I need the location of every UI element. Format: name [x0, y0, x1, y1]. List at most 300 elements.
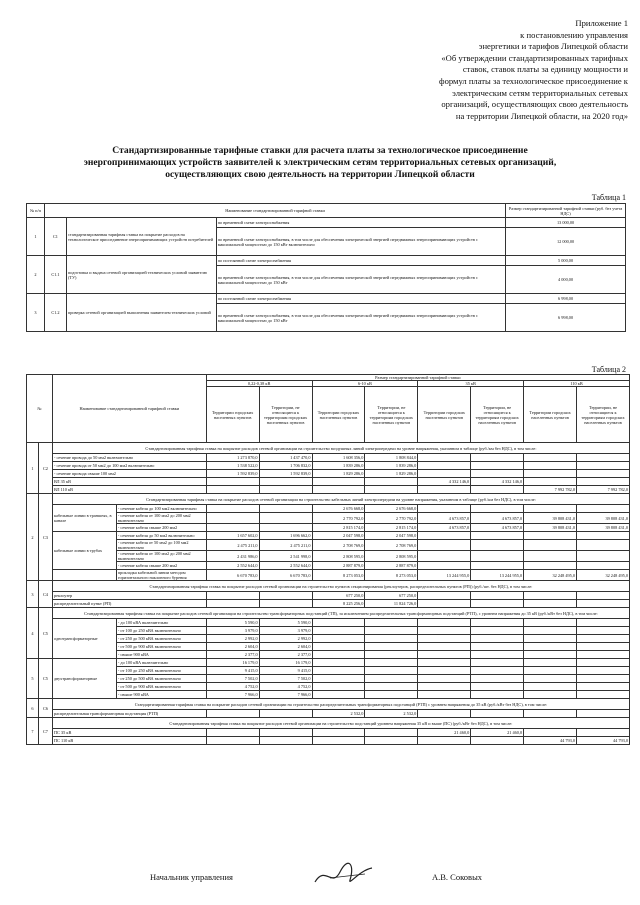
t2-row-name: - сечение провода от 50 мм2 до 100 мм2 включительно: [52, 462, 206, 470]
t2-value: [259, 592, 312, 600]
t2-value: [471, 643, 524, 651]
t2-row: [27, 600, 630, 608]
t2-value: 16 179,0: [206, 659, 259, 667]
t2-section-title-row: [27, 699, 630, 710]
t2-row-name: - сечение кабеля от 100 мм2 до 200 мм2 включительно: [116, 513, 206, 524]
t2-value: [312, 737, 365, 745]
t2-value: [312, 659, 365, 667]
t2-value: 2 377,0: [259, 651, 312, 659]
t2-value: [577, 454, 630, 462]
t2-section-title-row: [27, 608, 630, 619]
t1-row: [27, 294, 626, 304]
t2-value: 21 460,0: [418, 729, 471, 737]
t2-value: 7 992 782,0: [577, 486, 630, 494]
t2-value: [365, 683, 418, 691]
t2-value: [259, 524, 312, 532]
t2-row: [27, 478, 630, 486]
t2-value: 1 829 286,0: [365, 470, 418, 478]
t2-value: [471, 486, 524, 494]
t2-value: 4 752,0: [259, 683, 312, 691]
t2-value: 2 770 792,0: [312, 513, 365, 524]
t2-value: [524, 478, 577, 486]
t2-value: [524, 619, 577, 627]
t2-value: [471, 659, 524, 667]
t2-level: 6-10 кВ: [312, 381, 418, 387]
t2-code: C2: [38, 443, 52, 494]
t2-value: [312, 627, 365, 635]
t2-value: 2 815 174,0: [312, 524, 365, 532]
t2-row: [27, 470, 630, 478]
t2-value: 1 808 844,0: [365, 454, 418, 462]
t2-value: [206, 737, 259, 745]
t2-level: 0,22-0,38 кВ: [206, 381, 312, 387]
t2-value: 39 808 431,0: [524, 513, 577, 524]
t2-value: [312, 643, 365, 651]
t2-value: [418, 659, 471, 667]
t2-value: 1 706 832,0: [259, 462, 312, 470]
t2-value: 2 532,0: [365, 710, 418, 718]
t2-value: 13 244 955,0: [418, 570, 471, 581]
t2-value: 2 475 211,0: [259, 540, 312, 551]
t2-row-name: - от 500 до 900 кВА включительно: [116, 683, 206, 691]
t1-code: C1.1: [44, 256, 66, 294]
t2-value: [312, 675, 365, 683]
t2-num: 1: [27, 443, 39, 494]
t2-value: 2 431 986,0: [206, 551, 259, 562]
t2-row: [27, 627, 630, 635]
t2-value: [524, 551, 577, 562]
t2-group-label: двухтрансформаторные: [52, 659, 116, 699]
t2-value: [259, 710, 312, 718]
t2-row: [27, 486, 630, 494]
t2-value: [365, 478, 418, 486]
t2-value: [577, 470, 630, 478]
t2-row: [27, 667, 630, 675]
t2-value: [524, 600, 577, 608]
t2-row-name: - сечение кабеля от 100 мм2 до 200 мм2 включительно: [116, 551, 206, 562]
t2-value: 11 824 726,0: [365, 600, 418, 608]
t2-value: [365, 659, 418, 667]
t2-value: 2 552 644,0: [206, 562, 259, 570]
t1-value: 6 998,00: [506, 304, 626, 332]
t2-value: 2 047 598,0: [365, 532, 418, 540]
t2-value: [259, 600, 312, 608]
t2-value: 32 248 495,0: [524, 570, 577, 581]
t2-value: 13 244 955,0: [471, 570, 524, 581]
header-line: на территории Липецкой области, на 2020 год»: [455, 110, 628, 121]
t2-row: [27, 683, 630, 691]
t2-value: [577, 729, 630, 737]
t1-col-name: Наименование стандартизированной тарифной ставки: [44, 204, 505, 218]
t2-value: [577, 592, 630, 600]
t2-section-title-row: [27, 718, 630, 729]
t2-code: C3: [38, 494, 52, 581]
t2-subcol: Территории, не относящиеся к территориям городских населенных пунктов: [471, 387, 524, 443]
t2-value: 8 273 053,0: [312, 570, 365, 581]
t2-row: [27, 540, 630, 551]
t1-value: 4 000,00: [506, 266, 626, 294]
t2-value: [418, 562, 471, 570]
t2-value: [524, 532, 577, 540]
t2-value: [577, 532, 630, 540]
t2-value: 7 966,0: [259, 691, 312, 699]
t2-group-label: кабельные линии в трубах: [52, 532, 116, 570]
t2-row: [27, 659, 630, 667]
t2-value: [312, 635, 365, 643]
t2-level: 35 кВ: [418, 381, 524, 387]
t2-value: [524, 562, 577, 570]
table2-caption: Таблица 2: [591, 365, 626, 374]
t2-value: 4 673 857,0: [418, 513, 471, 524]
t2-row-name: - сечение кабеля от 50 мм2 до 100 мм2 включительно: [116, 540, 206, 551]
header-line: энергетики и тарифов Липецкой области: [478, 41, 628, 52]
t2-value: [471, 619, 524, 627]
t2-value: [418, 635, 471, 643]
t2-row: [27, 551, 630, 562]
t2-row: [27, 562, 630, 570]
t2-code: C6: [38, 699, 52, 718]
t2-value: [365, 635, 418, 643]
title-line: энергопринимающих устройств заявителей к электрическим сетям территориальных сетевых организаций,: [83, 157, 557, 168]
t2-value: 2 475 211,0: [206, 540, 259, 551]
t2-value: 2 676 668,0: [312, 505, 365, 513]
t2-value: 1 839 286,0: [312, 462, 365, 470]
t2-row-name: распределительная трансформаторная подстанция (РТП): [52, 710, 206, 718]
t2-group-label: кабельные линии в траншеях, в канале: [52, 505, 116, 532]
t2-row: [27, 532, 630, 540]
t2-value: 32 248 495,0: [577, 570, 630, 581]
t2-value: 2 770 792,0: [365, 513, 418, 524]
t2-row-name: ВЛ 110 кВ: [52, 486, 206, 494]
t2-value: 2 604,0: [259, 643, 312, 651]
t2-value: [418, 470, 471, 478]
t2-section-title: Стандартизированная тарифная ставка на покрытие расходов сетевой организации на строительство распределительных трансформаторных подстанций (РТП) с уровнем напряжения до 35 кВ (руб./кВт без НДС), в том числе:: [52, 699, 629, 710]
t2-row: [27, 570, 630, 581]
t2-row: [27, 524, 630, 532]
t2-value: [577, 627, 630, 635]
t2-value: [418, 505, 471, 513]
t2-code: C5: [38, 608, 52, 659]
t2-value: 2 377,0: [206, 651, 259, 659]
t2-value: [471, 540, 524, 551]
header-line: ставок, ставок платы за единицу мощности и: [462, 64, 628, 75]
t1-sub: по временной схеме электроснабжения, в том числе для обеспечения электрической энергией передвижных энергопринимающих устройств с максимальной мощностью до 150 кВт: [216, 266, 505, 294]
t2-row-name: реклоузер: [52, 592, 206, 600]
t2-value: [259, 513, 312, 524]
t2-value: [524, 462, 577, 470]
t2-row-name: - от 100 до 250 кВА включительно: [116, 667, 206, 675]
t2-subcol: Территории городских населенных пунктов: [312, 387, 365, 443]
t2-num: 7: [27, 718, 39, 745]
t2-value: 6 670 783,0: [206, 570, 259, 581]
t2-row: [27, 675, 630, 683]
t2-value: [471, 675, 524, 683]
t2-row-name: ВЛ 35 кВ: [52, 478, 206, 486]
t2-value: 2 532,0: [312, 710, 365, 718]
signature-image: [310, 860, 380, 890]
footer-signatory: А.В. Соковых: [432, 872, 483, 882]
t2-value: 39 808 431,0: [577, 524, 630, 532]
t2-value: 16 179,0: [259, 659, 312, 667]
t2-value: [524, 667, 577, 675]
t2-value: [524, 729, 577, 737]
t2-row-name: - от 100 до 250 кВА включительно: [116, 627, 206, 635]
t2-value: [259, 505, 312, 513]
t2-value: 1 657 602,0: [206, 532, 259, 540]
t2-section-title: Стандартизированная тарифная ставка на покрытие расходов сетевой организации на строительство подстанций уровнем напряжения 35 кВ и выше (ПС) (руб./кВт без НДС), в том числе:: [52, 718, 629, 729]
t2-row-name: - свыше 900 кВА: [116, 691, 206, 699]
t2-value: [577, 540, 630, 551]
t2-value: [577, 635, 630, 643]
t2-value: 2 047 598,0: [312, 532, 365, 540]
t2-value: [524, 470, 577, 478]
t2-value: [577, 619, 630, 627]
t2-value: [418, 454, 471, 462]
t2-value: [577, 505, 630, 513]
t2-value: 4 673 857,0: [471, 513, 524, 524]
t2-value: [577, 683, 630, 691]
t2-row: [27, 454, 630, 462]
t2-value: 4 332 146,0: [471, 478, 524, 486]
t2-value: 39 808 431,0: [524, 524, 577, 532]
t2-value: [418, 619, 471, 627]
t2-row-name: - от 250 до 500 кВА включительно: [116, 635, 206, 643]
header-line: Приложение 1: [575, 18, 628, 28]
t2-value: [524, 505, 577, 513]
t2-code: C7: [38, 718, 52, 745]
t1-col-value: Размер стандартизированной тарифной ставки (руб. без учета НДС): [506, 204, 626, 218]
t2-section-title-row: [27, 494, 630, 505]
t2-value: [418, 651, 471, 659]
t2-row-name: - до 100 кВА включительно: [116, 619, 206, 627]
table1: [26, 203, 626, 332]
t2-value: [524, 540, 577, 551]
t2-value: 7 992 782,0: [524, 486, 577, 494]
t2-value: 2 541 998,0: [259, 551, 312, 562]
t2-value: 2 676 668,0: [365, 505, 418, 513]
t1-sub: по временной схеме электроснабжения: [216, 218, 505, 228]
t2-value: [365, 651, 418, 659]
t1-sub: по постоянной схеме электроснабжения: [216, 294, 505, 304]
t2-value: [524, 710, 577, 718]
t2-value: 39 808 431,0: [577, 513, 630, 524]
t2-row-name: - сечение провода свыше 100 мм2: [52, 470, 206, 478]
t2-value: [471, 683, 524, 691]
t2-value: [206, 600, 259, 608]
t2-value: [206, 505, 259, 513]
t2-value: 44 793,0: [524, 737, 577, 745]
t2-group-label: однотрансформаторные: [52, 619, 116, 659]
t2-value: [577, 478, 630, 486]
t2-subcol: Территории, не относящиеся к территориям городских населенных пунктов: [259, 387, 312, 443]
t2-value: 2 887 879,0: [312, 562, 365, 570]
t2-value: [259, 478, 312, 486]
t2-value: [418, 627, 471, 635]
t2-value: 9 415,0: [206, 667, 259, 675]
t2-value: [312, 729, 365, 737]
t1-num: 2: [27, 256, 45, 294]
t2-value: [365, 675, 418, 683]
t2-value: 2 992,0: [206, 635, 259, 643]
t2-section-title-row: [27, 443, 630, 454]
t2-value: 4 752,0: [206, 683, 259, 691]
t1-name: проверка сетевой организацией выполнения заявителем технических условий: [66, 294, 216, 332]
t1-name: стандартизированная тарифная ставка на покрытие расходов на технологическое присоединение энергопринимающих устройств потребителей: [66, 218, 216, 256]
t2-value: [259, 486, 312, 494]
t2-row: [27, 651, 630, 659]
t1-col-num: № п/п: [27, 204, 45, 218]
t2-value: [577, 551, 630, 562]
t2-row: [27, 737, 630, 745]
t2-value: [471, 710, 524, 718]
t2-value: 1 839 286,0: [365, 462, 418, 470]
footer-position: Начальник управления: [150, 872, 233, 882]
t2-group-label: [52, 570, 116, 581]
t2-value: 677 250,0: [365, 592, 418, 600]
title-line: осуществляющих свою деятельность на территории Липецкой области: [165, 169, 475, 180]
t2-value: 6 670 783,0: [259, 570, 312, 581]
t2-row-name: - сечение кабеля свыше 200 мм2: [116, 524, 206, 532]
t2-value: 21 460,0: [471, 729, 524, 737]
t2-value: [418, 551, 471, 562]
t2-subcol: Территории городских населенных пунктов: [418, 387, 471, 443]
t2-value: 1 696 662,0: [259, 532, 312, 540]
t2-num: 2: [27, 494, 39, 581]
t2-value: [471, 532, 524, 540]
t2-value: 1 592 839,0: [259, 470, 312, 478]
t2-value: [259, 729, 312, 737]
document-title: [20, 145, 620, 181]
t2-value: [418, 675, 471, 683]
t1-sub: по постоянной схеме электроснабжения: [216, 256, 505, 266]
t2-value: [577, 691, 630, 699]
t2-value: 2 552 644,0: [259, 562, 312, 570]
t1-row: [27, 256, 626, 266]
header-line: «Об утверждении стандартизированных тарифных: [441, 52, 628, 63]
t2-value: [365, 486, 418, 494]
t2-value: [206, 729, 259, 737]
t2-value: [524, 675, 577, 683]
t2-value: 1 437 470,0: [259, 454, 312, 462]
t2-value: [418, 710, 471, 718]
t1-num: 1: [27, 218, 45, 256]
t2-value: 8 225 256,0: [312, 600, 365, 608]
t2-value: 4 673 857,0: [418, 524, 471, 532]
t2-value: [577, 667, 630, 675]
t2-row: [27, 505, 630, 513]
t2-col-num: №: [27, 375, 53, 443]
t2-value: [206, 524, 259, 532]
header-line: к постановлению управления: [520, 29, 628, 40]
t2-value: [365, 667, 418, 675]
t2-value: [418, 592, 471, 600]
t2-value: [471, 470, 524, 478]
t2-row: [27, 643, 630, 651]
t2-value: 3 979,0: [259, 627, 312, 635]
t2-value: 7 966,0: [206, 691, 259, 699]
t2-value: 1 608 356,0: [312, 454, 365, 462]
t2-row: [27, 513, 630, 524]
t2-value: [259, 737, 312, 745]
t2-subcol: Территории, не относящиеся к территориям городских населенных пунктов: [577, 387, 630, 443]
t2-row-name: - от 500 до 900 кВА включительно: [116, 643, 206, 651]
t2-section-title: Стандартизированная тарифная ставка на покрытие расходов сетевой организации на строительство трансформаторных подстанций (ТП), за исключением распределительных трансформаторных подстанций (РТП), с уровнем напряжения до 35 кВ (руб./кВт без НДС), в том числе:: [52, 608, 629, 619]
t2-value: [524, 651, 577, 659]
t2-value: [418, 600, 471, 608]
t2-value: [524, 454, 577, 462]
t2-value: 8 273 053,0: [365, 570, 418, 581]
t1-row: [27, 218, 626, 228]
t2-value: [577, 659, 630, 667]
t2-value: [418, 683, 471, 691]
t2-num: 4: [27, 608, 39, 659]
t2-value: 2 992,0: [259, 635, 312, 643]
t2-subcol: Территории, не относящиеся к территориям городских населенных пунктов: [365, 387, 418, 443]
t2-value: [365, 627, 418, 635]
t2-row: [27, 710, 630, 718]
header-line: организаций, осуществляющих свою деятельность: [441, 99, 628, 110]
t2-row-name: ПС 110 кВ: [52, 737, 206, 745]
t2-section-title: Стандартизированная тарифная ставка на покрытие расходов сетевой организации на строительство кабельных линий электропередачи на уровне напряжения, указанном в таблице (руб./км без НДС), в том числе:: [52, 494, 629, 505]
t2-value: [365, 729, 418, 737]
t1-value: 13 000,00: [506, 218, 626, 228]
t2-value: [577, 651, 630, 659]
t2-value: 2 815 174,0: [365, 524, 418, 532]
t2-value: 1 273 870,0: [206, 454, 259, 462]
t2-value: [471, 651, 524, 659]
t2-value: 2 887 879,0: [365, 562, 418, 570]
t2-value: [418, 691, 471, 699]
t2-value: [471, 551, 524, 562]
t2-value: 1 829 286,0: [312, 470, 365, 478]
t2-value: [524, 659, 577, 667]
t2-value: [471, 627, 524, 635]
t2-row-name: - свыше 900 кВА: [116, 651, 206, 659]
t2-row-name: прокладка кабельной линии методом горизонтального наклонного бурения: [116, 570, 206, 581]
t2-subcol: Территории городских населенных пунктов: [524, 387, 577, 443]
t2-value: [471, 737, 524, 745]
t2-value: [471, 462, 524, 470]
table1-caption: Таблица 1: [591, 193, 626, 202]
t2-value: [312, 486, 365, 494]
t2-row-name: - сечение кабеля до 100 мм2 включительно: [116, 505, 206, 513]
header-line: формул платы за технологическое присоединение к: [439, 75, 628, 86]
t2-value: 44 793,0: [577, 737, 630, 745]
t2-code: C4: [38, 581, 52, 608]
t2-value: [524, 643, 577, 651]
t2-value: [471, 505, 524, 513]
t2-value: [312, 651, 365, 659]
table2: [26, 374, 630, 745]
t2-value: [206, 710, 259, 718]
t2-value: [206, 478, 259, 486]
t2-value: [524, 683, 577, 691]
t2-value: 7 502,0: [206, 675, 259, 683]
t2-value: [471, 592, 524, 600]
t2-value: [312, 683, 365, 691]
t2-value: 2 708 769,0: [312, 540, 365, 551]
t2-row: [27, 592, 630, 600]
t2-row-name: - до 100 кВА включительно: [116, 659, 206, 667]
t2-row: [27, 729, 630, 737]
t2-value: [577, 675, 630, 683]
t2-value: [206, 486, 259, 494]
t2-value: [577, 462, 630, 470]
t2-value: 2 604,0: [206, 643, 259, 651]
t2-row-name: - от 250 до 500 кВА включительно: [116, 675, 206, 683]
t2-value: [471, 562, 524, 570]
t2-value: [418, 462, 471, 470]
